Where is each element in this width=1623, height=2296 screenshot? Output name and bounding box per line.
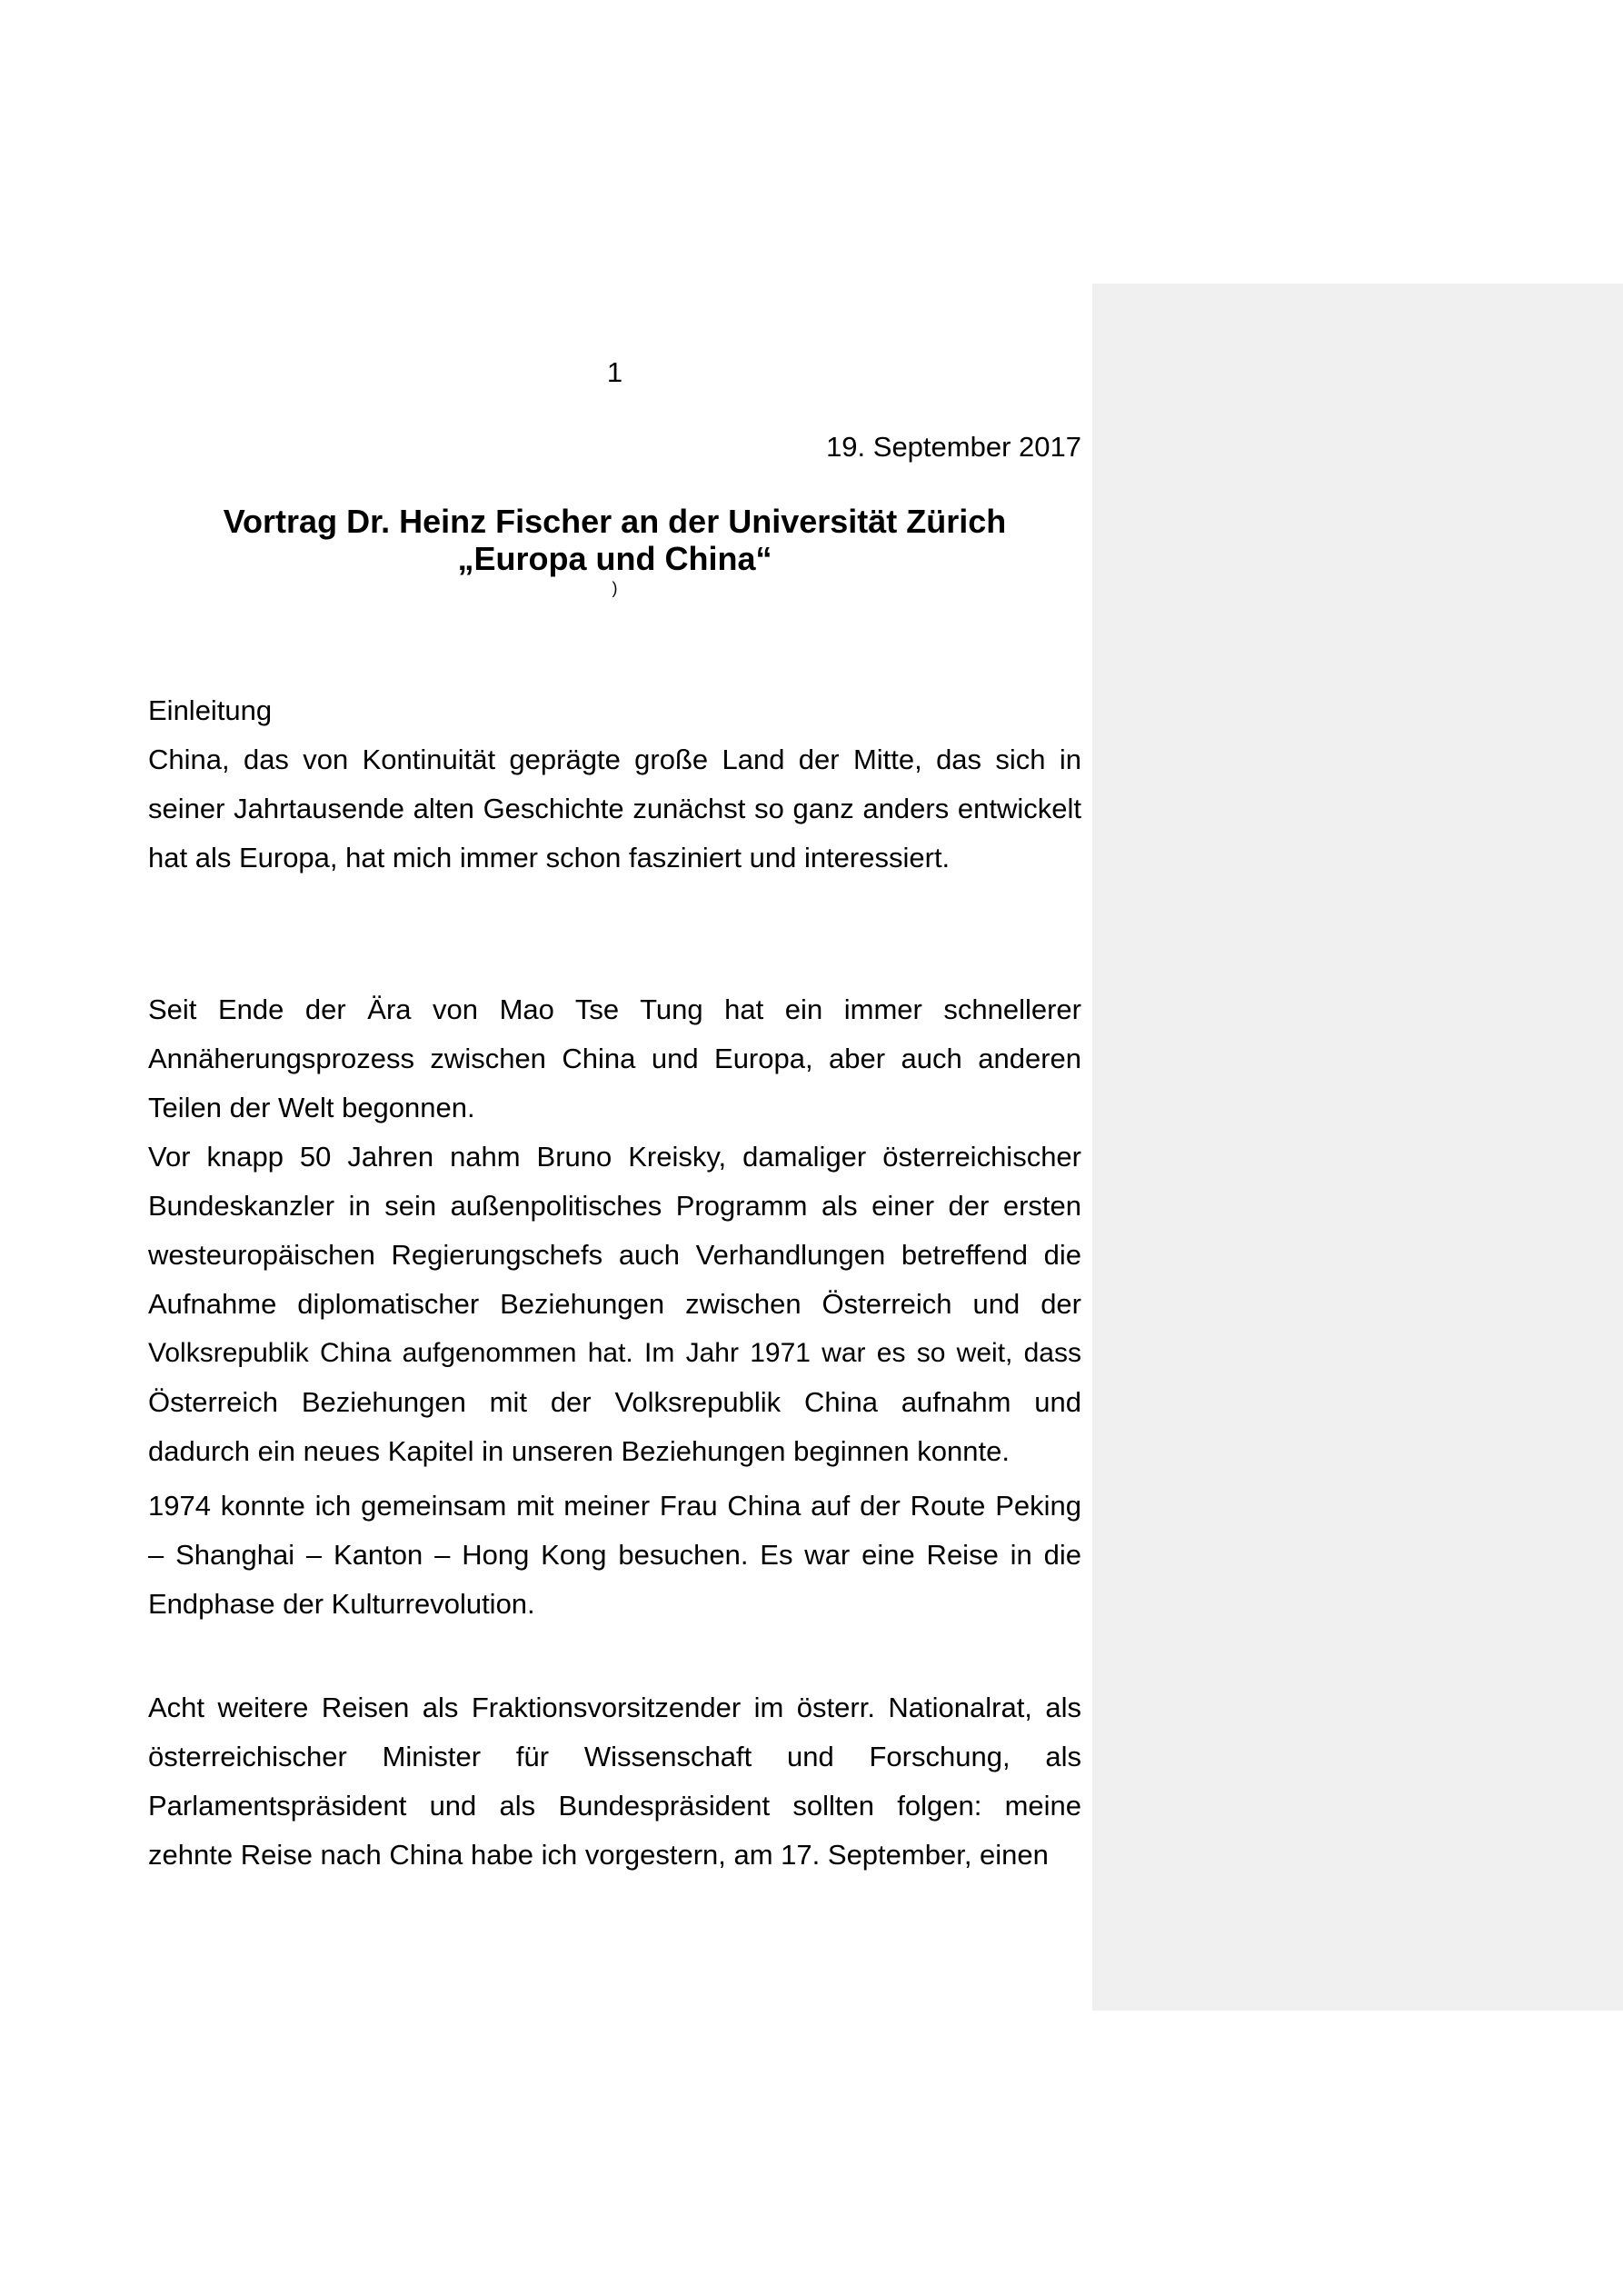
section-heading: Einleitung xyxy=(148,694,273,726)
title-line-2: „Europa und China“ xyxy=(457,540,772,577)
paragraph-5 xyxy=(148,1683,1081,1880)
paragraph-3 xyxy=(148,1133,1081,1476)
text-line: Bundeskanzler in sein außenpolitisches Programm als einer der ersten xyxy=(148,1190,1081,1222)
text-line: Endphase der Kulturrevolution. xyxy=(148,1588,535,1620)
text-line: 1974 konnte ich gemeinsam mit meiner Frau China auf der Route Peking xyxy=(148,1490,1081,1522)
paragraph-2 xyxy=(148,985,1081,1133)
text-line: seiner Jahrtausende alten Geschichte zunächst so ganz anders entwickelt xyxy=(148,793,1081,824)
text-line: österreichischer Minister für Wissenschaft und Forschung, als xyxy=(148,1741,1081,1772)
text-line: Parlamentspräsident und als Bundespräsident sollten folgen: meine xyxy=(148,1790,1081,1822)
text-column xyxy=(148,0,1081,1880)
text-line: westeuropäischen Regierungschefs auch Verhandlungen betreffend die xyxy=(148,1239,1081,1271)
text-line: Aufnahme diplomatischer Beziehungen zwischen Österreich und der xyxy=(148,1288,1081,1320)
text-line: Vor knapp 50 Jahren nahm Bruno Kreisky, damaliger österreichischer xyxy=(148,1141,1081,1173)
text-line: hat als Europa, hat mich immer schon fasziniert und interessiert. xyxy=(148,842,951,873)
footnote-mark: ) xyxy=(612,579,618,597)
paragraph-4 xyxy=(148,1482,1081,1629)
scan-background-band xyxy=(1092,284,1623,2011)
page-number: 1 xyxy=(606,356,623,388)
text-line: Seit Ende der Ära von Mao Tse Tung hat ein immer schnellerer xyxy=(148,993,1081,1025)
paragraph-1 xyxy=(148,735,1081,883)
text-line: – Shanghai – Kanton – Hong Kong besuchen. Es war eine Reise in die xyxy=(148,1539,1081,1571)
text-line: China, das von Kontinuität geprägte große Land der Mitte, das sich in xyxy=(148,744,1081,775)
text-line: zehnte Reise nach China habe ich vorgestern, am 17. September, einen xyxy=(148,1839,1049,1871)
text-line: Annäherungsprozess zwischen China und Europa, aber auch anderen xyxy=(148,1043,1081,1074)
text-line: Acht weitere Reisen als Fraktionsvorsitzender im österr. Nationalrat, als xyxy=(148,1692,1081,1723)
document-date: 19. September 2017 xyxy=(826,431,1081,463)
text-line: Volksrepublik China aufgenommen hat. Im Jahr 1971 war es so weit, dass xyxy=(148,1338,1081,1368)
document-title xyxy=(148,503,1081,577)
text-line: Teilen der Welt begonnen. xyxy=(148,1092,475,1123)
text-line: dadurch ein neues Kapitel in unseren Beziehungen beginnen konnte. xyxy=(148,1435,1010,1467)
title-line-1: Vortrag Dr. Heinz Fischer an der Universität Zürich xyxy=(223,503,1007,540)
text-line: Österreich Beziehungen mit der Volksrepublik China aufnahm und xyxy=(148,1386,1081,1418)
